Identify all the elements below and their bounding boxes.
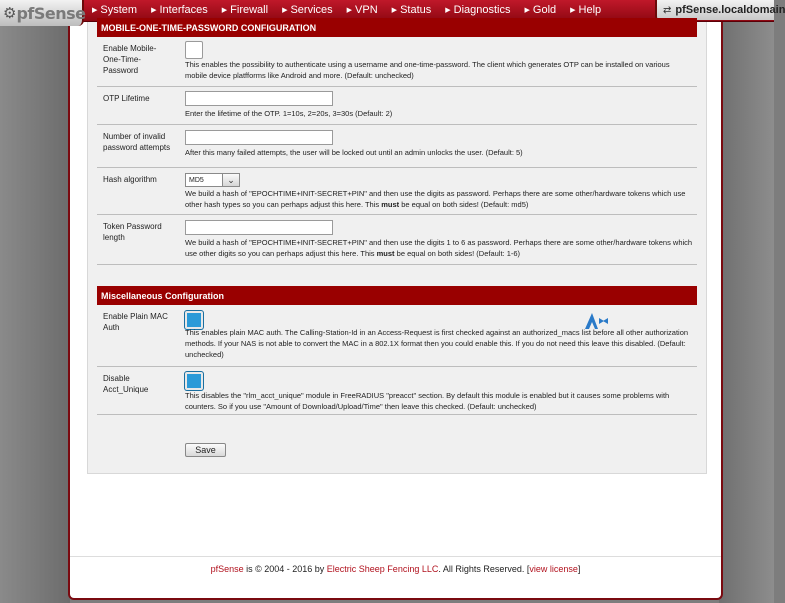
footer-text: . All Rights Reserved. [ — [438, 564, 530, 574]
desc-bold: must — [376, 249, 395, 258]
footer-license-link[interactable]: view license — [529, 564, 578, 574]
hash-algorithm-label: Hash algorithm — [103, 175, 157, 184]
desc-bold: must — [381, 200, 400, 209]
footer-divider — [70, 556, 721, 557]
invalid-attempts-label: Number of invalid password attempts — [103, 132, 171, 152]
hash-algorithm-description — [185, 188, 693, 210]
menu-vpn[interactable] — [347, 4, 378, 16]
otp-lifetime-label: OTP Lifetime — [103, 94, 150, 103]
chevron-down-icon: ⌄ — [222, 174, 239, 186]
invalid-attempts-description: After this many failed attempts, the user will be locked out until an admin unlocks the user. (Default: 5) — [185, 148, 523, 157]
menu-label: Gold — [532, 4, 557, 16]
disable-acct-unique-label: Disable Acct_Unique — [103, 374, 149, 394]
logo-text: pfSense — [16, 3, 86, 23]
row-invalid-attempts — [97, 125, 697, 168]
disable-acct-unique-checkbox[interactable] — [185, 372, 203, 390]
menu-gold[interactable] — [525, 4, 557, 16]
caret-right-icon: ▶ — [524, 7, 530, 14]
enable-otp-checkbox[interactable] — [185, 41, 203, 59]
menu-label: VPN — [355, 4, 378, 16]
otp-lifetime-description: Enter the lifetime of the OTP. 1=10s, 2=20s, 3=30s (Default: 2) — [185, 109, 393, 118]
caret-right-icon: ▶ — [570, 7, 576, 14]
row-enable-otp — [97, 37, 697, 87]
enable-otp-label: Enable Mobile-One-Time-Password — [103, 44, 157, 75]
hostname: pfSense.localdomain — [675, 4, 785, 16]
caret-right-icon: ▶ — [151, 7, 157, 14]
disable-acct-unique-description: This disables the "rlm_acct_unique" module in FreeRADIUS "preacct" section. By default this module is enabled but it causes some problems with counters. So if you use "Amount of Download/Upload/Time" then leave this checked. (Default: unchecked) — [185, 391, 670, 411]
token-length-input[interactable] — [185, 220, 333, 235]
footer-pfsense-link[interactable]: pfSense — [210, 564, 244, 574]
otp-section-header: MOBILE-ONE-TIME-PASSWORD CONFIGURATION — [97, 18, 697, 37]
desc-text: be equal on both sides! (Default: 1-6) — [394, 249, 521, 258]
pointer-overlay-icon — [584, 312, 610, 330]
background-right — [719, 0, 774, 603]
footer-company-link[interactable]: Electric Sheep Fencing LLC — [326, 564, 439, 574]
caret-right-icon: ▶ — [445, 7, 451, 14]
footer-text: ] — [577, 564, 581, 574]
hash-algorithm-value: MD5 — [189, 176, 204, 184]
misc-section-header: Miscellaneous Configuration — [97, 286, 697, 305]
plain-mac-auth-label: Enable Plain MAC Auth — [103, 312, 168, 332]
menu-label: System — [100, 4, 138, 16]
desc-text: We build a hash of "EPOCHTIME+INIT-SECRET+PIN" and then use the digits 1 to 6 as password. Perhaps there are some other/hardware tokens which use other digits so you can perhaps adjust this here. This — [185, 238, 693, 258]
row-otp-lifetime — [97, 87, 697, 125]
network-icon: ⇄ — [663, 4, 672, 16]
hostname-box[interactable] — [655, 0, 785, 20]
footer-text: is © 2004 - 2016 by — [243, 564, 327, 574]
desc-text: be equal on both sides! (Default: md5) — [399, 200, 529, 209]
menu-system[interactable] — [92, 4, 137, 16]
plain-mac-auth-description: This enables plain MAC auth. The Calling-Station-Id in an Access-Request is first checked against an authorized_macs list before all other authorization methods. If your NAS is not able to convert the MAC in a 802.1X format then you could enable this. If you do not need this leave this disabled. (Default: unchecked) — [185, 328, 689, 359]
main-menu — [92, 0, 615, 20]
save-button[interactable]: Save — [185, 443, 226, 457]
menu-label: Firewall — [230, 4, 269, 16]
row-hash-algorithm — [97, 168, 697, 215]
caret-right-icon: ▶ — [346, 7, 353, 14]
caret-right-icon: ▶ — [282, 7, 288, 14]
desc-text: We build a hash of "EPOCHTIME+INIT-SECRET+PIN" and then use the digits as password. Perhaps there are some other/hardware tokens which use other hash types so you can perhaps adjust this here. This — [185, 189, 686, 209]
otp-lifetime-input[interactable] — [185, 91, 333, 106]
menu-help[interactable] — [570, 4, 601, 16]
token-length-label: Token Password length — [103, 222, 162, 242]
menu-label: Status — [400, 4, 432, 16]
menu-services[interactable] — [282, 4, 333, 16]
row-disable-acct-unique — [97, 367, 697, 415]
menu-label: Interfaces — [159, 4, 208, 16]
row-token-length — [97, 215, 697, 265]
caret-right-icon: ▶ — [221, 7, 228, 14]
menu-label: Diagnostics — [453, 4, 511, 16]
menu-diagnostics[interactable] — [445, 4, 510, 16]
pfsense-logo[interactable] — [0, 0, 84, 26]
menu-firewall[interactable] — [222, 4, 268, 16]
caret-right-icon: ▶ — [92, 7, 98, 14]
hash-algorithm-select[interactable] — [185, 173, 240, 187]
gear-logo-icon: ⚙ — [3, 3, 17, 22]
token-length-description — [185, 237, 693, 259]
caret-right-icon: ▶ — [391, 7, 398, 14]
menu-label: Services — [290, 4, 333, 16]
enable-otp-description: This enables the possibility to authenticate using a username and one-time-password. The client which generates OTP can be installed on various mobile device platfforms like Android and more. (Default: unchecked) — [185, 60, 670, 80]
menu-status[interactable] — [392, 4, 432, 16]
menu-label: Help — [578, 4, 602, 16]
footer — [70, 564, 721, 574]
invalid-attempts-input[interactable] — [185, 130, 333, 145]
background-left — [0, 0, 70, 603]
menu-interfaces[interactable] — [151, 4, 208, 16]
